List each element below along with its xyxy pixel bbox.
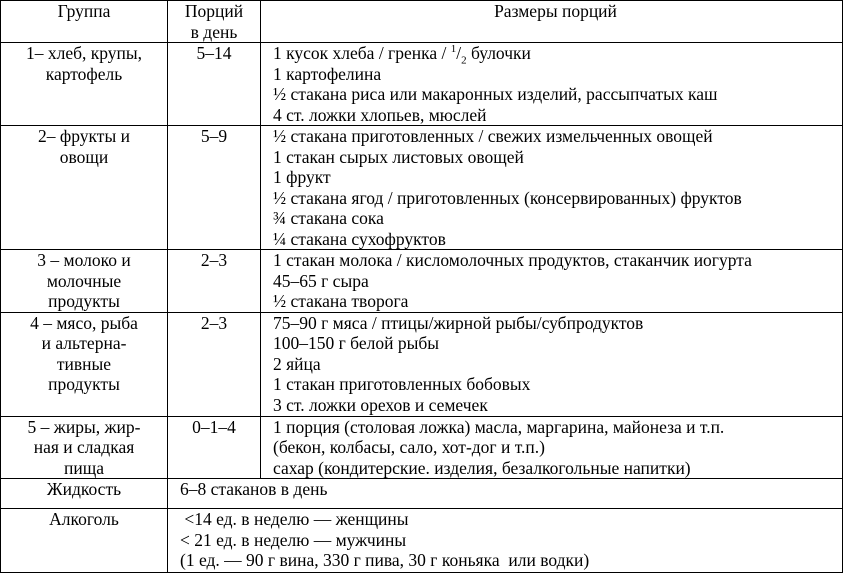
- servings-cell: 5–14: [168, 43, 261, 126]
- group-cell: [1, 126, 168, 250]
- liquid-label: Жидкость: [1, 479, 168, 509]
- alcohol-row: [1, 509, 843, 573]
- size-line: 3 ст. ложки орехов и семечек: [273, 394, 488, 415]
- alcohol-line: (1 ед. — 90 г вина, 330 г пива, 30 г коньяка или водки): [180, 550, 590, 570]
- group-line: картофель: [45, 63, 123, 84]
- group-cell: [1, 43, 168, 126]
- liquid-value: 6–8 стаканов в день: [168, 479, 843, 509]
- group-line: и альтерна-: [41, 333, 127, 353]
- fraction-denominator: 2: [461, 54, 467, 67]
- header-servings: [168, 1, 261, 43]
- group-line: 4 – мясо, рыба: [30, 312, 138, 333]
- table-row: [1, 416, 843, 479]
- size-line: ¼ стакана сухофруктов: [273, 228, 446, 249]
- table-row: [1, 250, 843, 313]
- group-line: тивные: [56, 353, 112, 374]
- size-line: 1 стакан приготовленных бобовых: [273, 374, 531, 394]
- size-line: 1 картофелина: [273, 63, 382, 84]
- size-line: 1 кусок хлеба / гренка / $^1/_2$ булочки: [273, 43, 531, 67]
- size-line: 4 ст. ложки хлопьев, мюслей: [273, 104, 487, 125]
- sizes-cell: [261, 416, 843, 479]
- alcohol-value: [168, 509, 843, 573]
- size-text: булочки: [466, 43, 531, 63]
- size-line: ½ стакана творога: [273, 291, 409, 311]
- size-line: ½ стакана ягод / приготовленных (консервированных) фруктов: [273, 187, 742, 208]
- group-line: ная и сладкая: [33, 437, 135, 457]
- group-line: 1– хлеб, крупы,: [25, 43, 143, 63]
- size-line: сахар (кондитерские. изделия, безалкогольные напитки): [273, 457, 691, 478]
- alcohol-line: < 21 ед. в неделю — мужчины: [180, 529, 407, 550]
- alcohol-line: <14 ед. в неделю — женщины: [180, 509, 409, 529]
- sizes-cell: [261, 43, 843, 126]
- group-cell: [1, 416, 168, 479]
- size-line: ½ стакана риса или макаронных изделий, рассыпчатых каш: [273, 84, 718, 104]
- header-servings-line2: в день: [190, 21, 238, 42]
- alcohol-label: Алкоголь: [1, 509, 168, 573]
- size-line: 1 порция (столовая ложка) масла, маргарина, майонеза и т.п.: [273, 416, 725, 437]
- group-line: молочные: [46, 270, 122, 291]
- group-line: продукты: [48, 291, 120, 311]
- liquid-row: [1, 479, 843, 509]
- group-line: 5 – жиры, жир-: [27, 416, 141, 437]
- servings-cell: 5–9: [168, 126, 261, 250]
- table-row: [1, 312, 843, 416]
- header-group: Группа: [1, 1, 168, 43]
- header-servings-line1: Порций: [184, 1, 244, 21]
- header-row: [1, 1, 843, 43]
- group-line: овощи: [59, 146, 109, 167]
- size-line: 1 стакан молока / кисломолочных продуктов, стаканчик иогурта: [273, 250, 752, 270]
- group-cell: [1, 312, 168, 416]
- size-line: (бекон, колбасы, сало, хот-дог и т.п.): [273, 437, 545, 457]
- group-line: 2– фрукты и: [38, 126, 130, 146]
- servings-cell: 2–3: [168, 312, 261, 416]
- size-line: 1 фрукт: [273, 167, 331, 187]
- size-line: 75–90 г мяса / птицы/жирной рыбы/субпродуктов: [273, 312, 644, 333]
- sizes-cell: [261, 126, 843, 250]
- sizes-cell: [261, 312, 843, 416]
- table-row: [1, 126, 843, 250]
- group-line: продукты: [48, 374, 120, 394]
- size-line: ½ стакана приготовленных / свежих измельченных овощей: [273, 126, 713, 146]
- header-sizes: Размеры порций: [261, 1, 843, 43]
- size-line: 45–65 г сыра: [273, 270, 369, 291]
- fraction-numerator: 1: [450, 43, 457, 56]
- table-row: [1, 43, 843, 126]
- group-line: пища: [64, 457, 104, 478]
- servings-cell: 0–1–4: [168, 416, 261, 479]
- size-text: 1 кусок хлеба / гренка /: [273, 43, 451, 63]
- size-line: 100–150 г белой рыбы: [273, 333, 440, 353]
- group-line: 3 – молоко и: [37, 250, 131, 270]
- size-line: 1 стакан сырых листовых овощей: [273, 146, 524, 167]
- size-line: ¾ стакана сока: [273, 208, 384, 228]
- size-line: 2 яйца: [273, 353, 321, 374]
- servings-cell: 2–3: [168, 250, 261, 313]
- group-cell: [1, 250, 168, 313]
- sizes-cell: [261, 250, 843, 313]
